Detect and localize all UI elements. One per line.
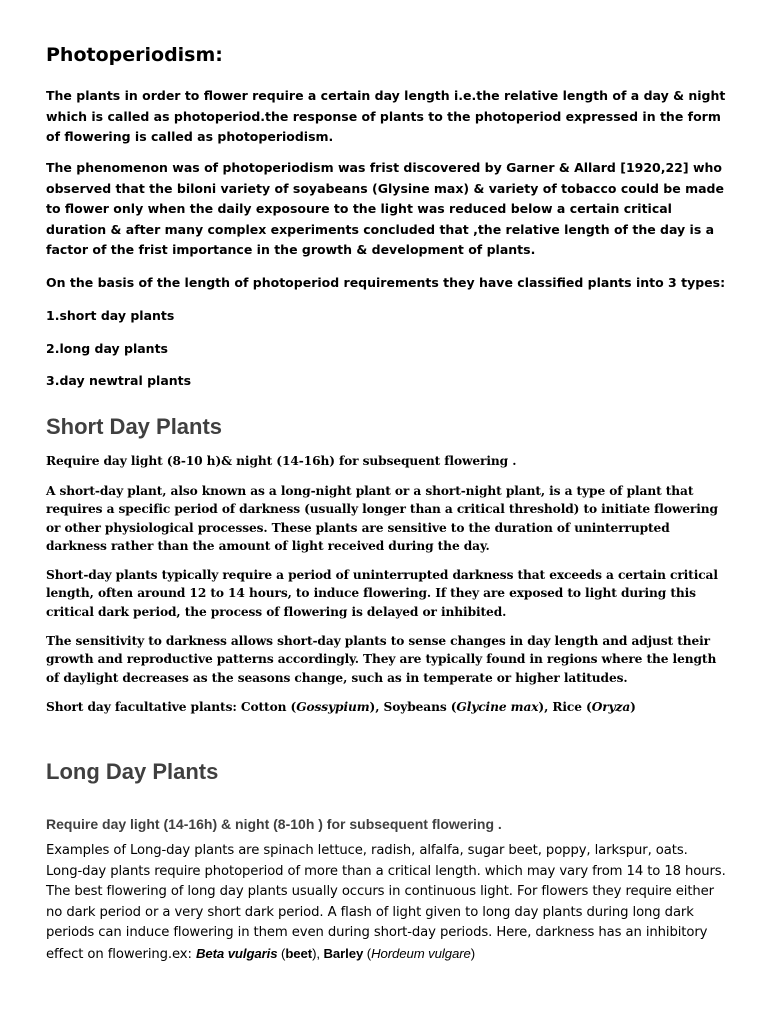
example-text: ( <box>363 945 372 961</box>
long-day-requirement: Require day light (14-16h) & night (8-10h ) for subsequent flowering . <box>46 816 502 832</box>
photoperiodism-classification: On the basis of the length of photoperiod requirements they have classified plants into 3 types: <box>46 275 726 290</box>
short-day-requirement: Require day light (8-10 h)& night (14-16h) for subsequent flowering . <box>46 454 517 468</box>
photoperiodism-definition: The plants in order to flower require a certain day length i.e.the relative length of a day & night which is called as photoperiod.the response of plants to the photoperiod expressed in the form of flowering is called as photoperiodism. <box>46 88 726 144</box>
long-day-heading: Long Day Plants <box>46 759 219 784</box>
facultative-text: ), Soybeans ( <box>369 700 457 714</box>
list-item: 3.day newtral plants <box>46 373 192 388</box>
photoperiodism-title: Photoperiodism: <box>46 44 223 66</box>
example-text: ) <box>470 945 476 961</box>
short-day-heading: Short Day Plants <box>46 414 223 439</box>
cotton-scientific-name: Gossypium <box>296 700 370 714</box>
hordeum-vulgare-name: Hordeum vulgare <box>371 945 471 961</box>
soybean-scientific-name: Glycine max <box>456 700 539 714</box>
list-item: 1.short day plants <box>46 308 175 323</box>
short-day-paragraph: A short-day plant, also known as a long-night plant or a short-night plant, is a type of plant that requires a specific period of darkness (usually longer than a critical threshold) to initiate flowering or other physiological processes. These plants are sensitive to the duration of uninterrupted darkness rather than the amount of light received during the day. <box>46 484 718 553</box>
short-day-paragraph: Short-day plants typically require a period of uninterrupted darkness that exceeds a certain critical length, often around 12 to 14 hours, to induce flowering. If they are exposed to light during this critical dark period, the process of flowering is delayed or inhibited. <box>46 568 718 619</box>
example-text: ( <box>277 945 286 961</box>
beta-vulgaris-name: Beta vulgaris <box>195 945 278 961</box>
facultative-text: ) <box>630 700 636 714</box>
example-text: ), <box>312 945 324 961</box>
photoperiodism-discovery: The phenomenon was of photoperiodism was frist discovered by Garner & Allard [1920,22] who observed that the biloni variety of soyabeans (Glysine max) & variety of tobacco could be made to flower only when the daily exposoure to the light was reduced below a certain critical duration & after many complex experiments concluded that ,the relative length of the day is a factor of the frist importance in the growth & development of plants. <box>46 160 724 257</box>
long-day-paragraph <box>46 841 726 966</box>
short-day-paragraph: The sensitivity to darkness allows short-day plants to sense changes in day length and adjust their growth and reproductive patterns accordingly. They are typically found in regions where the length of daylight decreases as the seasons change, such as in temperate or higher latitudes. <box>46 634 717 685</box>
list-item: 2.long day plants <box>46 341 168 356</box>
barley-name: Barley <box>323 945 364 961</box>
facultative-text: ), Rice ( <box>538 700 592 714</box>
rice-scientific-name: Oryza <box>591 700 631 714</box>
facultative-text: Short day facultative plants: Cotton ( <box>46 700 297 714</box>
beet-name: beet <box>285 945 313 961</box>
long-day-body-text: Examples of Long-day plants are spinach lettuce, radish, alfalfa, sugar beet, poppy, larkspur, oats. Long-day plants require photoperiod of more than a critical length. which may vary from 14 to 18 hours. The best flowering of long day plants usually occurs in continuous light. For flowers they require either no dark period or a very short dark period. A flash of light given to long day plants during long dark periods can induce flowering in them even during short-day periods. Here, darkness has an inhibitory effect on flowering.ex: <box>46 843 726 962</box>
short-day-facultative <box>46 698 726 716</box>
